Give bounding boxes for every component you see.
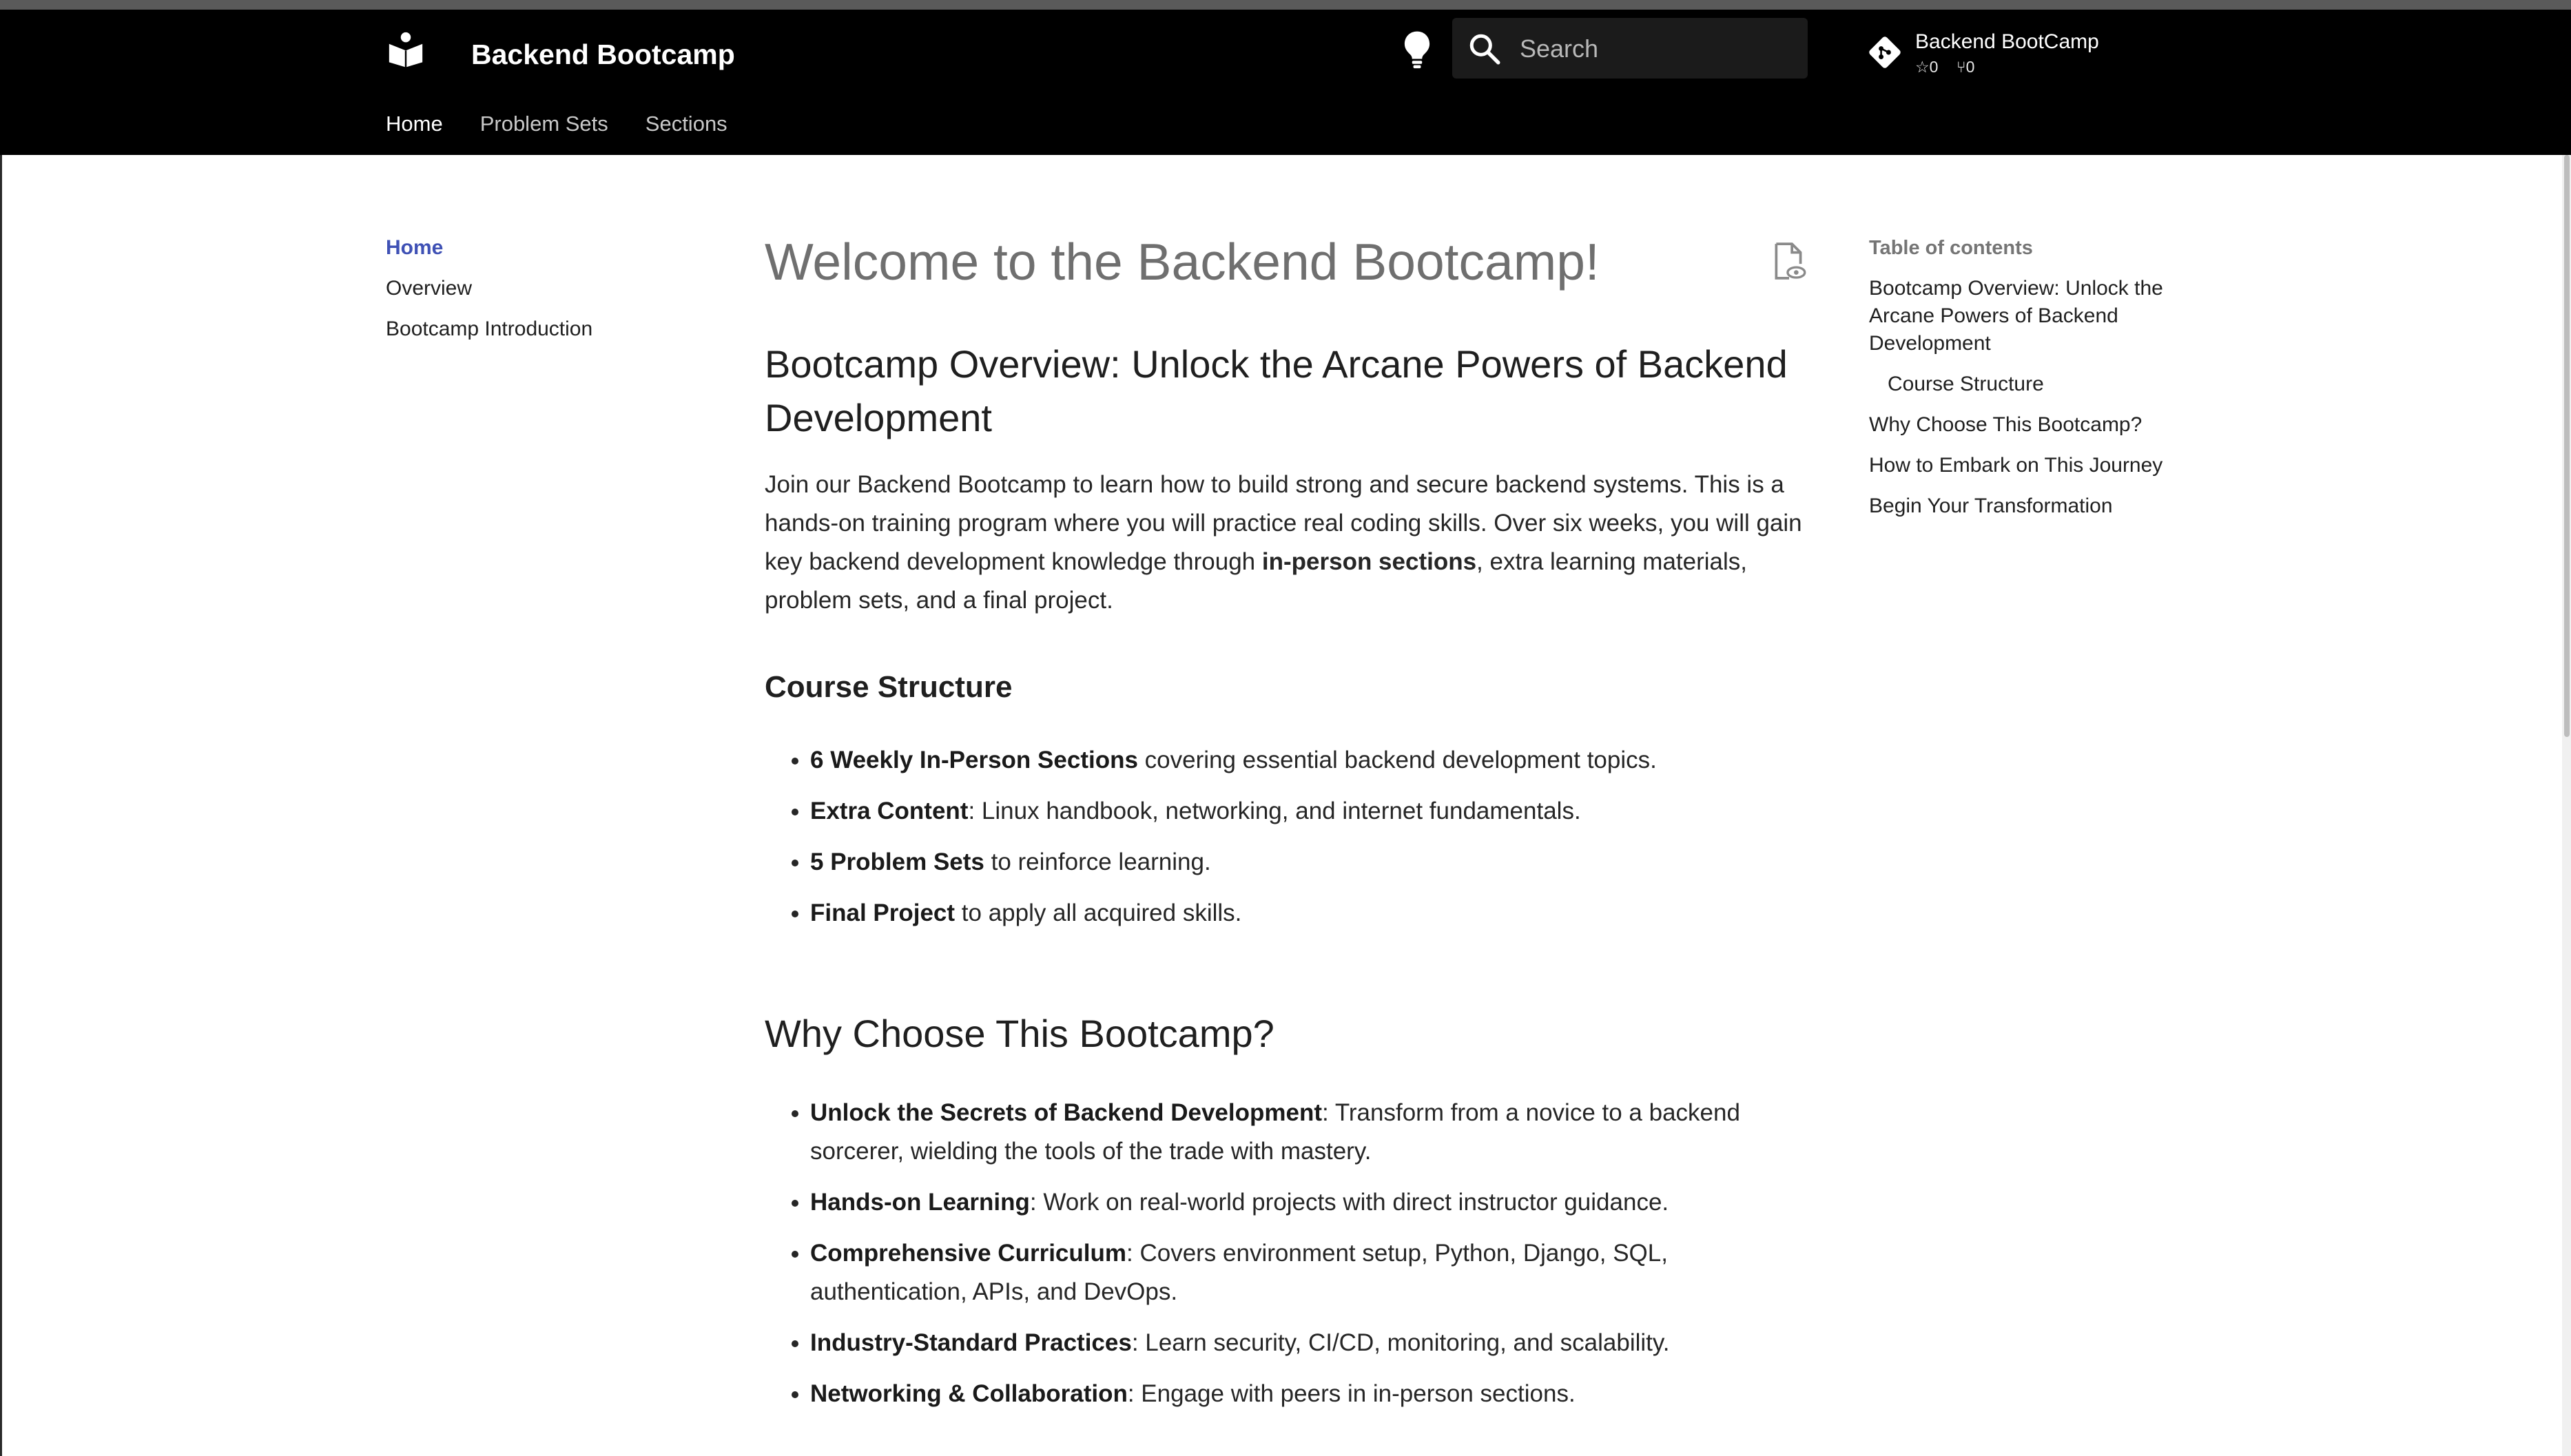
tab-sections[interactable]: Sections bbox=[645, 112, 727, 136]
search-icon bbox=[1467, 32, 1502, 66]
list-item-text: : Covers environment setup, Python, Django, SQL, authentication, APIs, and DevOps. bbox=[810, 1240, 1668, 1305]
repo-stats bbox=[1915, 58, 1988, 76]
repo-forks bbox=[1956, 58, 1975, 76]
list-item-bold: Industry-Standard Practices bbox=[810, 1329, 1132, 1356]
toc-item-why-choose[interactable]: Why Choose This Bootcamp? bbox=[1869, 413, 2142, 436]
lightbulb-icon[interactable] bbox=[1402, 29, 1432, 69]
toc-item-how-to-embark[interactable]: How to Embark on This Journey bbox=[1869, 454, 2163, 477]
header-tabs bbox=[386, 103, 727, 145]
course-structure-list bbox=[765, 741, 1808, 933]
list-item-bold: Networking & Collaboration bbox=[810, 1380, 1128, 1407]
repo-link[interactable] bbox=[1867, 22, 2156, 77]
toc-item-overview[interactable]: Bootcamp Overview: Unlock the Arcane Powers of Backend Development bbox=[1869, 277, 2163, 355]
toc-item-course-structure[interactable]: Course Structure bbox=[1888, 373, 2044, 395]
browser-top-strip bbox=[0, 0, 2571, 10]
star-icon: ☆ bbox=[1915, 58, 1930, 76]
list-item-text: : Learn security, CI/CD, monitoring, and scalability. bbox=[1131, 1329, 1670, 1356]
list-item-bold: 5 Problem Sets bbox=[810, 849, 984, 875]
logo-icon[interactable] bbox=[386, 29, 426, 69]
repo-stars bbox=[1915, 58, 1938, 76]
page-title: Welcome to the Backend Bootcamp! bbox=[765, 233, 1600, 291]
list-item bbox=[810, 1094, 1808, 1171]
list-item-text: : Engage with peers in in-person sections. bbox=[1127, 1380, 1576, 1407]
star-count: 0 bbox=[1929, 58, 1939, 76]
main-content bbox=[765, 227, 1808, 1426]
list-item-text: : Linux handbook, networking, and internet fundamentals. bbox=[968, 798, 1581, 824]
toc-title: Table of contents bbox=[1869, 237, 2033, 259]
intro-bold: in-person sections bbox=[1261, 548, 1477, 575]
list-item bbox=[810, 741, 1808, 780]
list-item-text: : Transform from a novice to a backend sorcerer, wielding the tools of the trade with mastery. bbox=[810, 1099, 1740, 1165]
site-header bbox=[0, 10, 2571, 155]
site-title[interactable]: Backend Bootcamp bbox=[471, 39, 735, 70]
list-item bbox=[810, 1183, 1808, 1222]
intro-paragraph bbox=[765, 466, 1808, 620]
sidebar-nav bbox=[386, 234, 675, 356]
window-edge bbox=[0, 155, 2, 1456]
repo-name: Backend BootCamp bbox=[1915, 30, 2099, 53]
list-item-text: to apply all acquired skills. bbox=[955, 899, 1242, 926]
list-item-bold: Unlock the Secrets of Backend Development bbox=[810, 1099, 1322, 1126]
list-item bbox=[810, 1324, 1808, 1362]
course-structure-heading: Course Structure bbox=[765, 670, 1013, 704]
list-item-bold: Comprehensive Curriculum bbox=[810, 1240, 1126, 1267]
why-heading: Why Choose This Bootcamp? bbox=[765, 1012, 1274, 1055]
table-of-contents bbox=[1869, 234, 2200, 533]
tab-problem-sets[interactable]: Problem Sets bbox=[479, 112, 608, 136]
list-item bbox=[810, 843, 1808, 882]
sidebar-item-overview[interactable]: Overview bbox=[386, 277, 473, 300]
sidebar-item-home[interactable]: Home bbox=[386, 236, 444, 259]
git-icon bbox=[1867, 34, 1903, 70]
list-item bbox=[810, 894, 1808, 933]
intro-text-end: , extra learning materials, problem sets, and a final project. bbox=[765, 548, 1747, 614]
overview-heading: Bootcamp Overview: Unlock the Arcane Powers of Backend Development bbox=[765, 342, 1788, 439]
toc-item-begin-transformation[interactable]: Begin Your Transformation bbox=[1869, 495, 2113, 517]
list-item-bold: Extra Content bbox=[810, 798, 969, 824]
list-item bbox=[810, 1375, 1808, 1413]
intro-text-start: Join our Backend Bootcamp to learn how to build strong and secure backend systems. This is a hands-on training program where you will practice real coding skills. Over six weeks, you will gain key backend development knowledge through bbox=[765, 471, 1802, 575]
list-item-text: : Work on real-world projects with direct instructor guidance. bbox=[1029, 1189, 1669, 1216]
fork-icon: ⑂ bbox=[1956, 58, 1966, 76]
search-input[interactable] bbox=[1518, 29, 1797, 69]
scrollbar-thumb[interactable] bbox=[2564, 155, 2570, 737]
why-list bbox=[765, 1094, 1808, 1413]
list-item bbox=[810, 792, 1808, 831]
list-item-text: covering essential backend development topics. bbox=[1137, 747, 1657, 773]
sidebar-item-bootcamp-introduction[interactable]: Bootcamp Introduction bbox=[386, 318, 593, 340]
search-box[interactable] bbox=[1452, 18, 1808, 79]
list-item bbox=[810, 1234, 1808, 1311]
list-item-bold: 6 Weekly In-Person Sections bbox=[810, 747, 1138, 773]
list-item-text: to reinforce learning. bbox=[984, 849, 1211, 875]
fork-count: 0 bbox=[1965, 58, 1975, 76]
tab-home[interactable]: Home bbox=[386, 112, 443, 136]
list-item-bold: Hands-on Learning bbox=[810, 1189, 1030, 1216]
list-item-bold: Final Project bbox=[810, 899, 956, 926]
